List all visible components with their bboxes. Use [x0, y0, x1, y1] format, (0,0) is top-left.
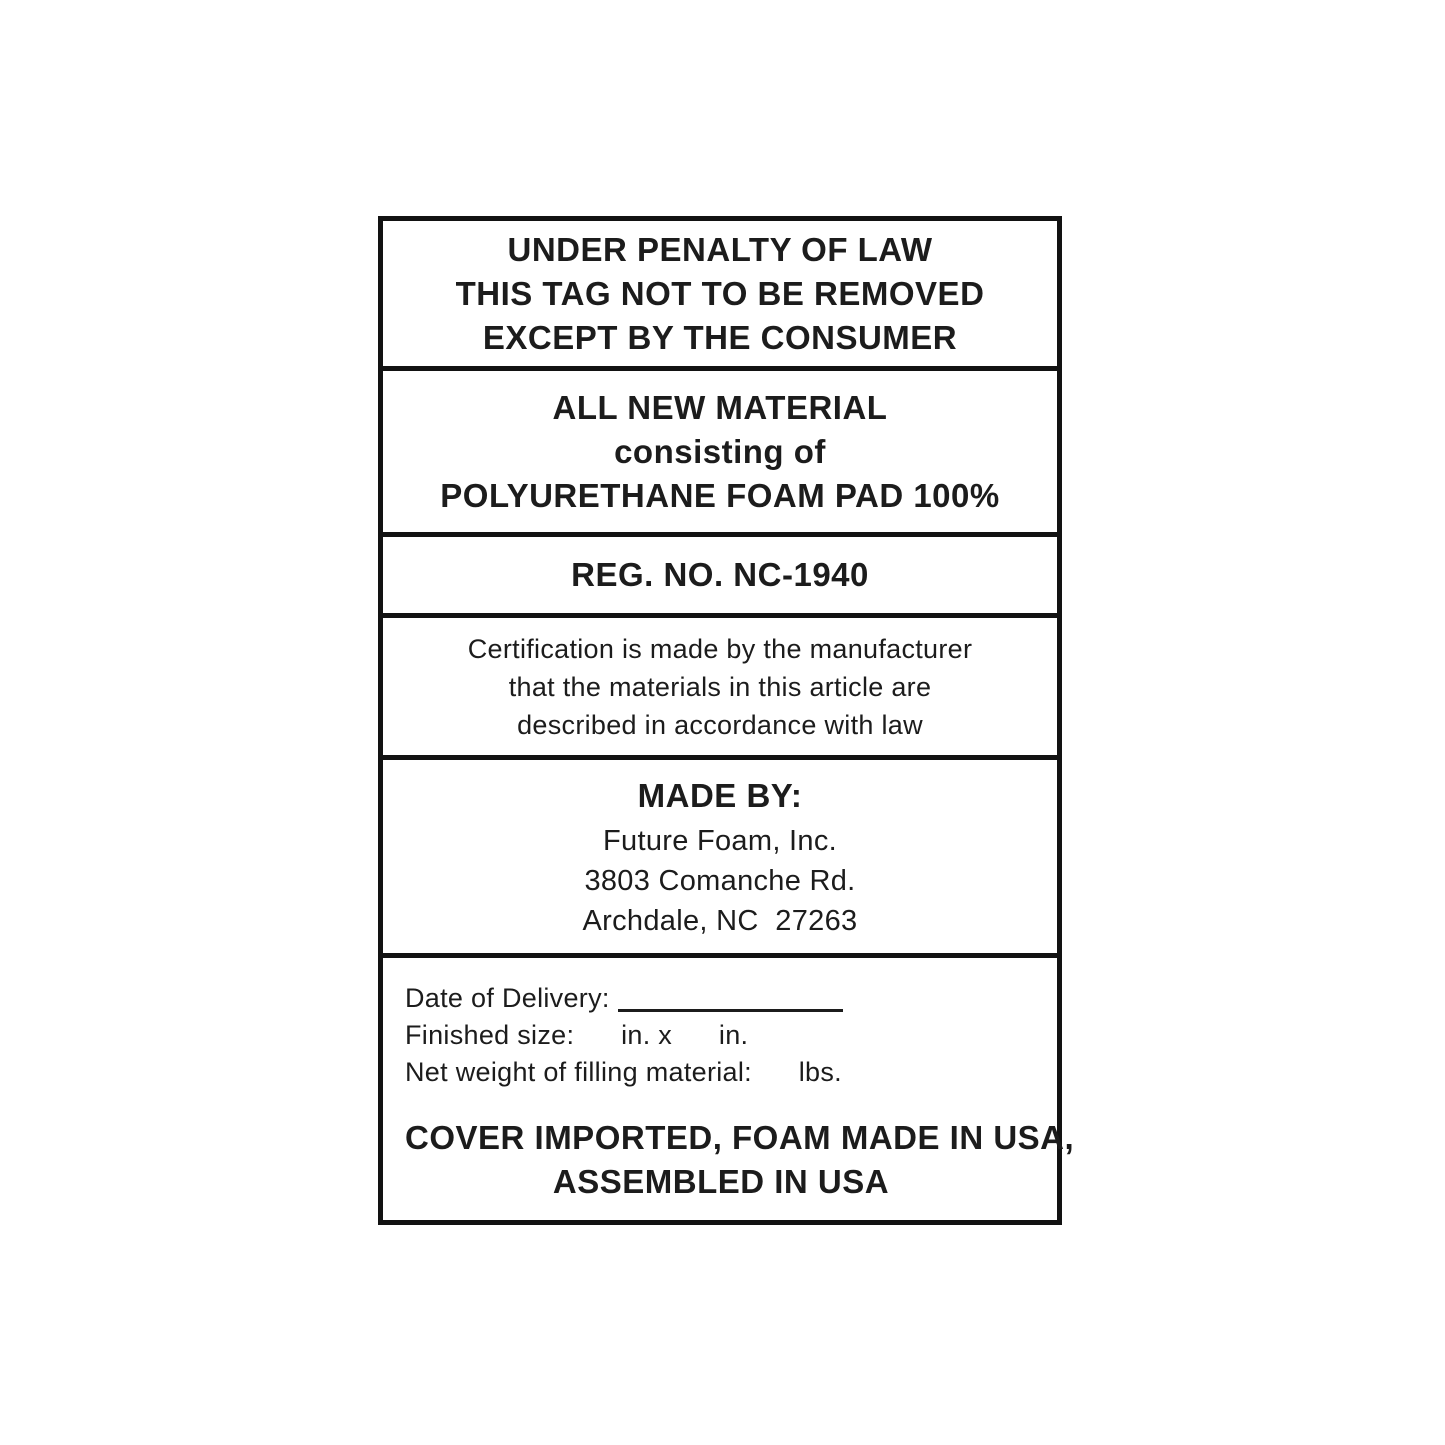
registration-section	[383, 537, 1057, 618]
net-weight-line: Net weight of filling material: lbs.	[405, 1057, 842, 1087]
certification-section	[383, 618, 1057, 760]
origin-statement	[405, 1116, 1075, 1210]
details-section	[383, 958, 1075, 1220]
certification-line-3: described in accordance with law	[517, 709, 923, 740]
penalty-line-1: UNDER PENALTY OF LAW	[507, 230, 933, 268]
penalty-line-2: THIS TAG NOT TO BE REMOVED	[455, 274, 985, 312]
material-line-3: POLYURETHANE FOAM PAD 100%	[440, 476, 1000, 514]
date-of-delivery-line	[405, 980, 843, 1017]
date-of-delivery-label: Date of Delivery:	[405, 983, 610, 1013]
manufacturer-street: 3803 Comanche Rd.	[584, 864, 856, 897]
registration-number: REG. NO. NC-1940	[571, 556, 869, 593]
finished-size-line: Finished size: in. x in.	[405, 1020, 749, 1050]
material-line-2: consisting of	[614, 432, 826, 470]
origin-line-1: COVER IMPORTED, FOAM MADE IN USA,	[405, 1119, 1075, 1156]
date-blank-line	[618, 986, 843, 1012]
origin-line-2: ASSEMBLED IN USA	[552, 1163, 890, 1200]
made-by-heading: MADE BY:	[637, 776, 803, 814]
certification-line-2: that the materials in this article are	[508, 671, 932, 702]
penalty-section	[383, 221, 1057, 371]
law-label-tag	[378, 216, 1075, 1225]
manufacturer-city: Archdale, NC 27263	[582, 904, 858, 937]
made-by-section	[383, 760, 1057, 958]
material-line-1: ALL NEW MATERIAL	[552, 388, 888, 426]
certification-line-1: Certification is made by the manufacturer	[467, 633, 973, 664]
material-section	[383, 371, 1057, 537]
penalty-line-3: EXCEPT BY THE CONSUMER	[482, 318, 958, 356]
manufacturer-name: Future Foam, Inc.	[603, 824, 837, 857]
